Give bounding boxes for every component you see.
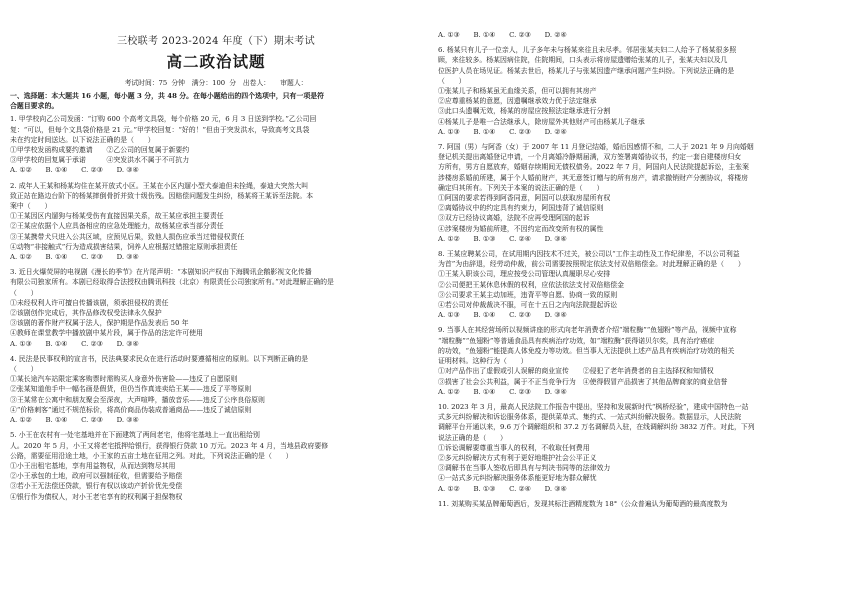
question-line: A. ①② B. ①④ C. ②③ D. ③④ <box>10 416 139 425</box>
question-line: 7. 阿国（男）与阿香（女）于 2007 年 11 月登记结婚，婚后因感情不和，二人于 2021 年 9 月向婚姻 <box>438 143 754 152</box>
question-line: 4. 民法是民事权利的宣言书，民法典要求民众在进行活动时要遵循相应的原则。以下判断正确的是 <box>10 354 309 363</box>
question-q2 <box>10 181 422 263</box>
question-line: A. ①② B. ①④ C. ②③ D. ③④ <box>438 387 567 396</box>
left-question-list <box>10 114 422 501</box>
question-line: （ ） <box>10 365 38 374</box>
question-line: ③损害了社会公共利益，属于不正当竞争行为 ④使得假冒产品损害了其他品牌商家的商业信誉 <box>438 377 728 386</box>
right-question-list <box>438 30 856 509</box>
question-line: 9. 当事人在其经营场所以视频讲座的形式向老年消费者介绍“端粒酶”“鱼翅粉”等产品，视频中宣称 <box>438 326 737 335</box>
question-line: ③公司要求王某主动加班，违背平等自愿、协商一致的原则 <box>438 290 618 299</box>
question-line: ②王某应依据个人应具备相应的应急处理能力，故杨某应承当部分责任 <box>10 222 224 231</box>
question-line: ④杨某儿子是唯一合法继承人，除房屋外其他财产可由杨某儿子继承 <box>438 117 645 126</box>
question-line: 5. 小王在农村有一处宅基地并在下面建筑了两间老宅，他将宅基地上一直出租给别 <box>10 431 260 440</box>
question-q10 <box>438 402 856 494</box>
question-line: 3. 近日火爆荧屏的电视剧《漫长的季节》在片尾声明：“本剧知识产权由下海腾讯企鹅影视文化传播 <box>10 268 312 277</box>
question-line: 有限公司独家所有。本剧已经取得合法授权由腾讯科技（北京）有限责任公司独家所有。”对此理解正确的是 <box>10 278 334 287</box>
question-q3 <box>10 267 422 349</box>
question-q8 <box>438 249 856 320</box>
question-line: A. ①② B. ①③ C. ②④ D. ③④ <box>438 484 567 493</box>
question-line: ④动物“非接触式”行为造成损害结果，饲养人应根据过错推定原则承担责任 <box>10 242 238 251</box>
question-line: A. ①③ B. ①④ C. ②③ D. ③④ <box>10 339 139 348</box>
question-line: ④教师在课堂教学中播放剧中某片段，属于作品的法定许可使用 <box>10 329 203 338</box>
question-line: “端粒酶”“鱼翅粉”等普通食品具有疾病治疗功效，如“端粒酶”获得诺贝尔奖，具有治疗癌症 <box>438 336 715 345</box>
exam-title: 三校联考 2023-2024 年度（下）期末考试 <box>117 36 315 47</box>
question-line: ③调解书在当事人签收后即具有与判决书同等的法律效力 <box>438 464 611 473</box>
question-line: ②该剧创作完成后，其作品修改权受法律永久保护 <box>10 309 162 318</box>
question-line: ①某长途汽车站限定乘客购票时需购买人身意外伤害险——违反了自愿原则 <box>10 375 238 384</box>
question-line: ③双方已经协议离婚，法院不应再受理阿国的起诉 <box>438 214 590 223</box>
question-line: ③若小王无法偿还贷款，银行有权以该动产折价优先受偿 <box>10 482 183 491</box>
question-q1 <box>10 114 422 175</box>
question-line: ①王某入职该公司，理应按受公司管理认真履职尽心安排 <box>438 270 611 279</box>
question-line: 位医护人员在场见证。杨某去世后，杨某儿子与张某因遗产继承问题产生纠纷。下列说法正确的是 <box>438 66 735 75</box>
section-line: 一、选择题：本大题共 16 小题，每小题 3 分，共 48 分。在每小题给出的四个选项中，只有一项是符 <box>10 92 324 100</box>
question-q4 <box>10 354 422 425</box>
question-line: ①甲学校发函构成要约邀请 ②乙公司的回复属于新要约 <box>10 146 190 155</box>
question-line: 致正站在路边台阶下的杨某摔倒骨折并致十级伤残。因赔偿问题发生纠纷，杨某将王某诉至法院。本 <box>10 191 314 200</box>
question-line: ②离婚协议中的约定具有约束力，阿国违背了诚信原则 <box>438 204 604 213</box>
question-line: ④银行作为债权人，对小王老宅享有的权利属于担保物权 <box>10 492 183 501</box>
question-line: ①张某儿子和杨某虽无血缘关系，但可以拥有其房产 <box>438 87 597 96</box>
question-line: 式多元纠纷解决和诉讼服务体系，提供菜单式、集约式、一站式纠纷解决服务。数据显示，人民法院 <box>438 413 742 422</box>
question-q5 <box>10 430 422 501</box>
question-line: 人。2020 年 5 月，小王又将老宅抵押给银行，获得银行贷款 10 万元。2023 年 4 月，当地县政府要修 <box>10 441 329 450</box>
question-line: ②小王承包的土地，政府可以强制征收，但需要给予赔偿 <box>10 472 183 481</box>
question-line: 1. 甲学校向乙公司发函：“订购 600 个高考文具袋，每个价格 20 元，6 月 3 日送到学校。”乙公司回 <box>10 115 317 124</box>
question-line: 8. 王某应聘某公司，在试用期内因技术不过关，被公司以“工作主动性及工作纪律差，不以公司利益 <box>438 250 740 259</box>
question-line: 案中（ ） <box>10 202 52 211</box>
section-instructions <box>10 91 422 111</box>
question-line: ③甲学校的回复属于承诺 ④突发洪水不属于不可抗力 <box>10 156 190 165</box>
question-line: ③王某常在公寓中和朋友聚会至深夜，大声喧哗，播放音乐——违反了公序良俗原则 <box>10 395 265 404</box>
question-line: ①小王出租宅基地，享有用益物权，从而达到物尽其用 <box>10 461 176 470</box>
question-line: A. ①② B. ①③ C. ②④ D. ③④ <box>438 234 567 243</box>
question-line: A. ①③ B. ①④ C. ②③ D. ②④ <box>438 31 567 39</box>
question-q7 <box>438 142 856 244</box>
question-line: 的功效，“鱼翅粉”能提高人体免疫力等功效。但当事人无法提供上述产品具有疾病治疗功效的相关 <box>438 346 735 355</box>
question-line: ①未经权利人许可擅自传播该剧，须承担侵权的责任 <box>10 298 169 307</box>
question-line: 调解平台开通以来，9.6 万个调解组织和 37.2 万名调解员入驻，在线调解纠纷 3832 万件。对此，下列 <box>438 423 755 432</box>
question-line: A. ①③ B. ①④ C. ②③ D. ③④ <box>438 311 567 320</box>
question-line: ④“价格刺客”通过不规范标价，将高价商品伪装成普通商品——违反了诚信原则 <box>10 405 252 414</box>
question-line: ④若公司对仲裁裁决不服，可在十五日之内向法院提起诉讼 <box>438 301 618 310</box>
question-line: ③此口头遗嘱无效，杨某的房屋应按照法定继承进行分割 <box>438 107 611 116</box>
question-line: A. ①② B. ①④ C. ②③ D. ③④ <box>10 253 139 262</box>
question-line: ④涉案楼房为婚前所建，不因约定而改变所有权的属性 <box>438 224 604 233</box>
question-line: 11. 刘某购买某品牌葡萄酒后，发现其标注酒精度数为 18°（公众普遍认为葡萄酒的最高度数为 <box>438 499 728 508</box>
question-line: ③王某携带犬只进入公共区域，应预见后果，致他人损伤应承当过错侵权责任 <box>10 232 245 241</box>
question-line: 10. 2023 年 3 月，最高人民法院工作报告中提出，坚持和发展新时代“枫桥经验”，建成中国特色一站 <box>438 402 749 411</box>
question-line: ①王某因区内遛狗与杨某受伤有直接因果关系，故王某应承担主要责任 <box>10 212 224 221</box>
main-title: 高二政治试题 <box>166 52 266 71</box>
question-q9 <box>438 325 856 396</box>
question-line: 证明材料。这种行为（ ） <box>438 357 528 366</box>
question-line: ②公司便把王某休息休假的权利，应依法依法支付双倍赔偿金 <box>438 280 625 289</box>
question-line: ③该剧的著作财产权属于法人，保护期是作品发表后 50 年 <box>10 319 189 328</box>
question-line: （ ） <box>438 76 466 85</box>
question-line: ①对产品作出了虚假或引人误解的商业宣传 ②侵犯了老年消费者的自主选择权和知情权 <box>438 367 714 376</box>
question-q11 <box>438 499 856 509</box>
question-q6 <box>438 45 856 137</box>
question-q5-options <box>438 30 856 40</box>
question-line: 为首”为由辞退，经劳动仲裁，前公司需要按照规定依法支付双倍赔偿金。对此理解正确的是（ ） <box>438 260 745 269</box>
question-line: 6. 杨某只有儿子一位亲人，儿子多年未与杨某来往且未尽孝。邻居张某夫妇二人给予了杨某很多照 <box>438 46 737 55</box>
exam-meta-info: 考试时间：75 分钟 满分：100 分 出卷人： 审题人： <box>124 79 308 87</box>
question-line: 未在约定时间送达。以下说法正确的是（ ） <box>10 135 155 144</box>
question-line: 公路，需要征用沿途土地，小王家的五亩土地在征用之列。对此，下列说法正确的是（ ） <box>10 451 293 460</box>
question-line: ②多元纠纷解决方式有利于更好地维护社会公平正义 <box>438 453 597 462</box>
question-line: 2. 成年人王某和杨某均住在某开放式小区。王某在小区内遛小型犬泰迪但未拴绳，泰迪大突然大叫 <box>10 181 309 190</box>
question-line: 确定归其所有。下列关于本案的说法正确的是（ ） <box>438 183 604 192</box>
question-line: ①阿国的要求若得到阿香同意，阿国可以获取房屋所有权 <box>438 194 611 203</box>
question-line: A. ①② B. ①④ C. ②③ D. ③④ <box>10 166 139 175</box>
question-line: （ ） <box>10 288 38 297</box>
question-line: 复：“可以，但每个文具袋价格是 21 元。”甲学校回复：“好的！”但由于突发洪水，导致高考文具袋 <box>10 125 310 134</box>
question-line: 登记机关提出离婚登记申请，一个月离婚冷静期届满，双方签署离婚协议书，约定一套自建楼房归女 <box>438 153 742 162</box>
question-line: ②张某知道他手中一幅名画是假货，但仍当作真迹卖给王某——违反了平等原则 <box>10 385 252 394</box>
question-line: ④一站式多元纠纷解决服务体系能更好地为群众解忧 <box>438 474 597 483</box>
question-line: 涉楼房系婚前所建，属于个人婚前财产，其无意签订赠与的所有房产，请求撤销财产分割协议，将楼房 <box>438 173 749 182</box>
section-line: 合题目要求的。 <box>10 102 59 111</box>
right-column <box>432 0 860 608</box>
question-line: A. ①③ B. ①④ C. ②③ D. ②④ <box>438 127 567 136</box>
question-line: 顾，来往较多。杨某因病住院，住院期间，口头表示将房屋遗赠给张某的儿子，张某夫妇以及几 <box>438 56 728 65</box>
question-line: 说法正确的是（ ） <box>438 433 507 442</box>
question-line: ②应尊重杨某的意愿，因遗嘱继承效力优于法定继承 <box>438 97 597 106</box>
question-line: ①诉讼调解要尊重当事人的权利，不收取任何费用 <box>438 443 590 452</box>
question-line: 方所有，男方自愿放弃，婚姻存续期间无债权债务。2022 年 7 月，阿国向人民法院提起诉讼，主张案 <box>438 163 750 172</box>
